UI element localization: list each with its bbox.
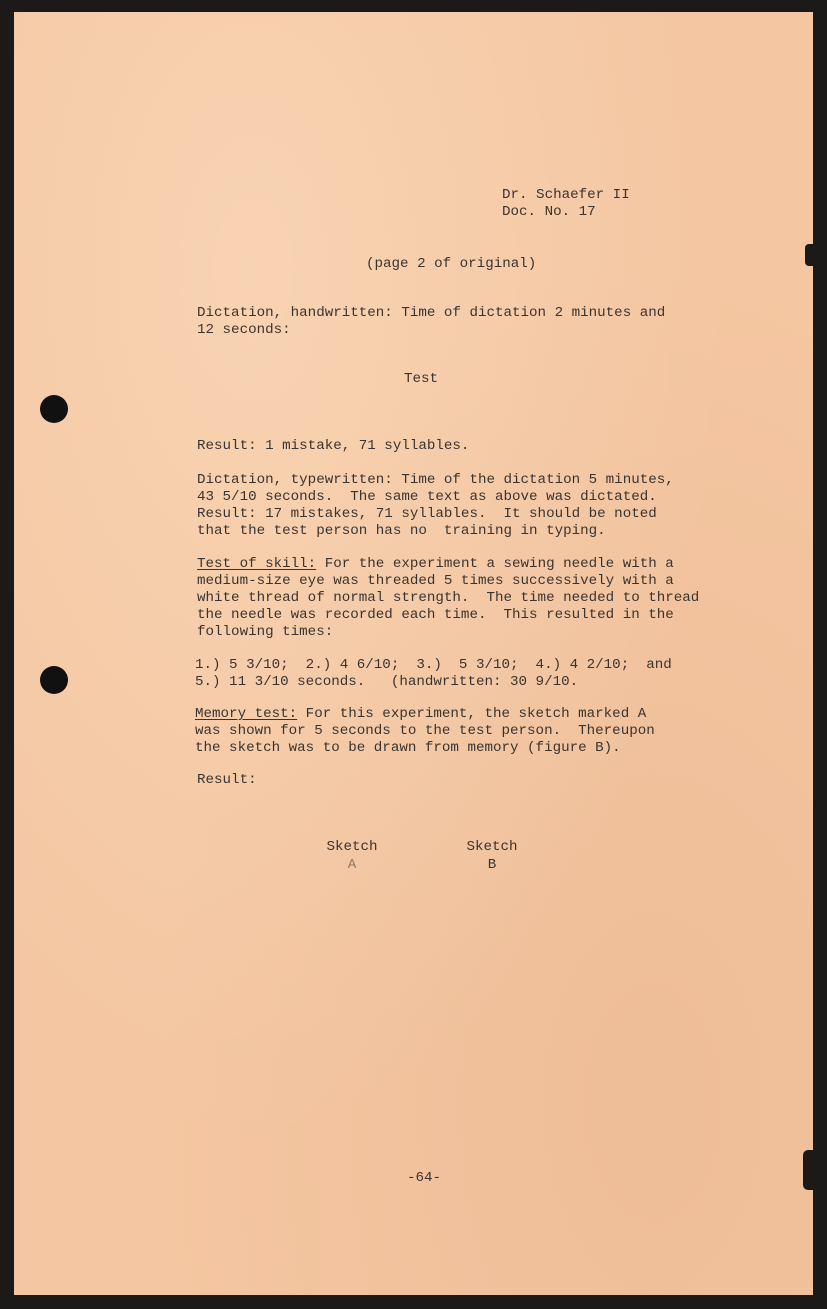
dictation-typewritten-line-2: 43 5/10 seconds. The same text as above was dictated. [197, 489, 657, 505]
sketch-a-letter: A [347, 857, 357, 873]
header-author-line: Dr. Schaefer II [502, 187, 630, 203]
result-line-2: Result: [197, 772, 257, 788]
document-page [14, 12, 813, 1295]
times-line-2: 5.) 11 3/10 seconds. (handwritten: 30 9/10. [195, 674, 579, 690]
dictation-handwritten-line-2: 12 seconds: [197, 322, 291, 338]
sketch-b-letter: B [487, 857, 497, 873]
result-line-1: Result: 1 mistake, 71 syllables. [197, 438, 470, 454]
test-of-skill-line-3: white thread of normal strength. The time needed to thread [197, 590, 700, 606]
test-of-skill-line-5: following times: [197, 624, 334, 640]
punch-hole-lower [40, 666, 68, 694]
test-of-skill-label: Test of skill: [197, 556, 317, 572]
memory-test-label: Memory test: [195, 706, 298, 722]
test-heading: Test [404, 371, 439, 387]
page-of-original: (page 2 of original) [366, 256, 537, 272]
dictation-typewritten-line-3: Result: 17 mistakes, 71 syllables. It should be noted [197, 506, 657, 522]
times-line-1: 1.) 5 3/10; 2.) 4 6/10; 3.) 5 3/10; 4.) 4 2/10; and [195, 657, 672, 673]
memory-test-line-2: was shown for 5 seconds to the test person. Thereupon [195, 723, 655, 739]
sketch-b-title: Sketch [466, 839, 518, 855]
dictation-typewritten-line-4: that the test person has no training in typing. [197, 523, 606, 539]
page-number: -64- [407, 1170, 442, 1186]
punch-hole-upper [40, 395, 68, 423]
memory-test-line-3: the sketch was to be drawn from memory (figure B). [195, 740, 621, 756]
header-doc-line: Doc. No. 17 [502, 204, 596, 220]
test-of-skill-line-1 [197, 556, 674, 573]
test-of-skill-line-1-text: For the experiment a sewing needle with a [316, 556, 674, 572]
test-of-skill-line-4: the needle was recorded each time. This resulted in the [197, 607, 674, 623]
memory-test-line-1-text: For this experiment, the sketch marked A [297, 706, 647, 722]
dictation-typewritten-line-1: Dictation, typewritten: Time of the dictation 5 minutes, [197, 472, 674, 488]
page-edge-tear-lower [803, 1150, 813, 1190]
test-of-skill-line-2: medium-size eye was threaded 5 times successively with a [197, 573, 674, 589]
dictation-handwritten-line-1: Dictation, handwritten: Time of dictation 2 minutes and [197, 305, 666, 321]
page-edge-tear-upper [805, 244, 813, 266]
sketch-a-title: Sketch [326, 839, 378, 855]
memory-test-line-1 [195, 706, 646, 723]
